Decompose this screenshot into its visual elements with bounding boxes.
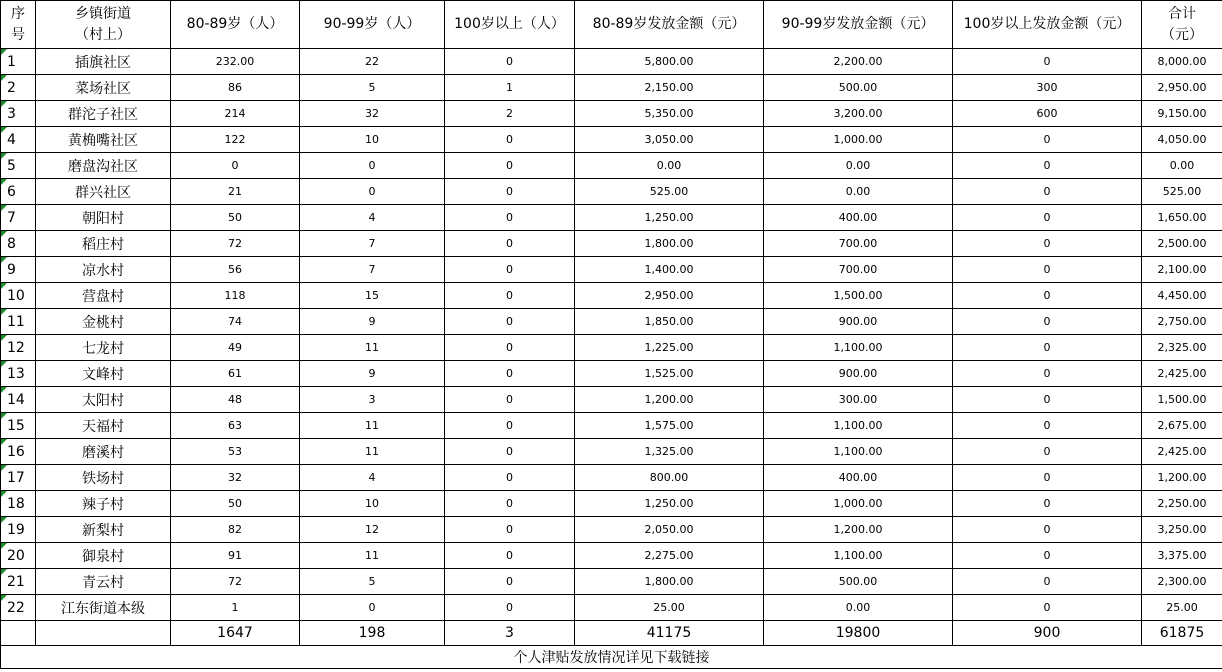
cell-seq: 4 (1, 127, 36, 153)
cell-seq: 11 (1, 309, 36, 335)
cell-amt90: 400.00 (764, 465, 953, 491)
cell-total: 4,450.00 (1142, 283, 1222, 309)
cell-age90: 32 (300, 101, 445, 127)
cell-seq: 13 (1, 361, 36, 387)
cell-age80: 214 (171, 101, 300, 127)
table-row (1, 569, 1222, 595)
cell-seq: 19 (1, 517, 36, 543)
cell-age100: 0 (445, 49, 575, 75)
cell-amt90: 1,200.00 (764, 517, 953, 543)
cell-amt100: 0 (953, 127, 1142, 153)
cell-age80: 63 (171, 413, 300, 439)
cell-amt100: 0 (953, 465, 1142, 491)
cell-amt100: 300 (953, 75, 1142, 101)
cell-town: 菜场社区 (36, 75, 171, 101)
table-row (1, 49, 1222, 75)
cell-amt80: 1,200.00 (575, 387, 764, 413)
cell-town: 铁场村 (36, 465, 171, 491)
cell-age90: 9 (300, 309, 445, 335)
cell-age100: 0 (445, 153, 575, 179)
cell-amt100: 0 (953, 569, 1142, 595)
cell-amt90: 2,200.00 (764, 49, 953, 75)
cell-town: 磨溪村 (36, 439, 171, 465)
cell-total: 0.00 (1142, 153, 1222, 179)
cell-age90: 5 (300, 569, 445, 595)
totals-age90: 198 (300, 621, 445, 646)
table-row (1, 257, 1222, 283)
cell-amt80: 1,575.00 (575, 413, 764, 439)
cell-age100: 0 (445, 179, 575, 205)
cell-town: 江东街道本级 (36, 595, 171, 621)
totals-amt80: 41175 (575, 621, 764, 646)
cell-age90: 11 (300, 335, 445, 361)
cell-amt100: 0 (953, 361, 1142, 387)
cell-age90: 0 (300, 153, 445, 179)
cell-amt100: 0 (953, 413, 1142, 439)
table-row (1, 75, 1222, 101)
table-row (1, 283, 1222, 309)
cell-amt90: 900.00 (764, 309, 953, 335)
table-row (1, 491, 1222, 517)
cell-amt90: 1,100.00 (764, 335, 953, 361)
header-amt80: 80-89岁发放金额（元） (575, 1, 764, 49)
cell-age100: 0 (445, 335, 575, 361)
cell-town: 文峰村 (36, 361, 171, 387)
cell-seq: 6 (1, 179, 36, 205)
cell-age90: 0 (300, 179, 445, 205)
header-seq-line2: 号 (11, 26, 25, 43)
cell-total: 3,250.00 (1142, 517, 1222, 543)
cell-amt80: 1,225.00 (575, 335, 764, 361)
cell-seq: 2 (1, 75, 36, 101)
cell-age80: 21 (171, 179, 300, 205)
cell-amt80: 1,250.00 (575, 205, 764, 231)
cell-amt90: 300.00 (764, 387, 953, 413)
cell-total: 9,150.00 (1142, 101, 1222, 127)
cell-amt90: 700.00 (764, 257, 953, 283)
cell-amt100: 0 (953, 335, 1142, 361)
cell-age100: 0 (445, 283, 575, 309)
cell-seq: 18 (1, 491, 36, 517)
cell-seq: 17 (1, 465, 36, 491)
cell-town: 凉水村 (36, 257, 171, 283)
cell-amt100: 0 (953, 283, 1142, 309)
cell-total: 2,100.00 (1142, 257, 1222, 283)
cell-age100: 0 (445, 569, 575, 595)
cell-seq: 1 (1, 49, 36, 75)
cell-age80: 74 (171, 309, 300, 335)
cell-amt80: 1,800.00 (575, 569, 764, 595)
cell-amt80: 525.00 (575, 179, 764, 205)
cell-amt80: 5,350.00 (575, 101, 764, 127)
table-row (1, 335, 1222, 361)
cell-town: 磨盘沟社区 (36, 153, 171, 179)
header-total (1142, 1, 1222, 49)
cell-total: 2,675.00 (1142, 413, 1222, 439)
totals-amt90: 19800 (764, 621, 953, 646)
cell-amt100: 0 (953, 595, 1142, 621)
cell-amt100: 0 (953, 205, 1142, 231)
header-total-line1: 合计 (1168, 5, 1196, 22)
table-row (1, 595, 1222, 621)
cell-age100: 0 (445, 491, 575, 517)
cell-amt80: 2,950.00 (575, 283, 764, 309)
table-row (1, 387, 1222, 413)
cell-town: 群沱子社区 (36, 101, 171, 127)
cell-age80: 82 (171, 517, 300, 543)
cell-amt90: 0.00 (764, 179, 953, 205)
cell-age90: 9 (300, 361, 445, 387)
cell-age90: 4 (300, 465, 445, 491)
cell-age90: 7 (300, 231, 445, 257)
header-age80: 80-89岁（人） (171, 1, 300, 49)
cell-amt100: 0 (953, 543, 1142, 569)
cell-amt90: 500.00 (764, 75, 953, 101)
cell-amt100: 0 (953, 179, 1142, 205)
cell-amt90: 1,100.00 (764, 413, 953, 439)
cell-age90: 11 (300, 543, 445, 569)
cell-total: 1,200.00 (1142, 465, 1222, 491)
cell-total: 2,325.00 (1142, 335, 1222, 361)
cell-seq: 7 (1, 205, 36, 231)
cell-seq: 14 (1, 387, 36, 413)
cell-amt80: 2,050.00 (575, 517, 764, 543)
cell-age100: 0 (445, 387, 575, 413)
cell-age90: 12 (300, 517, 445, 543)
header-amt100: 100岁以上发放金额（元） (953, 1, 1142, 49)
cell-age90: 10 (300, 127, 445, 153)
cell-age90: 11 (300, 413, 445, 439)
cell-total: 2,250.00 (1142, 491, 1222, 517)
cell-age80: 118 (171, 283, 300, 309)
cell-amt80: 2,150.00 (575, 75, 764, 101)
cell-age100: 0 (445, 517, 575, 543)
cell-age100: 0 (445, 231, 575, 257)
cell-age100: 2 (445, 101, 575, 127)
totals-town (36, 621, 171, 646)
cell-amt90: 500.00 (764, 569, 953, 595)
cell-age80: 50 (171, 491, 300, 517)
cell-seq: 9 (1, 257, 36, 283)
table-row (1, 231, 1222, 257)
cell-age100: 0 (445, 257, 575, 283)
cell-town: 金桃村 (36, 309, 171, 335)
table-row (1, 205, 1222, 231)
cell-age100: 0 (445, 595, 575, 621)
cell-town: 御泉村 (36, 543, 171, 569)
cell-total: 4,050.00 (1142, 127, 1222, 153)
totals-age80: 1647 (171, 621, 300, 646)
cell-amt80: 25.00 (575, 595, 764, 621)
table-row (1, 465, 1222, 491)
cell-age80: 53 (171, 439, 300, 465)
cell-town: 稻庄村 (36, 231, 171, 257)
cell-town: 朝阳村 (36, 205, 171, 231)
cell-amt80: 2,275.00 (575, 543, 764, 569)
cell-amt100: 0 (953, 257, 1142, 283)
cell-age100: 0 (445, 361, 575, 387)
cell-town: 辣子村 (36, 491, 171, 517)
cell-amt90: 3,200.00 (764, 101, 953, 127)
cell-age100: 0 (445, 465, 575, 491)
cell-amt90: 700.00 (764, 231, 953, 257)
cell-age80: 49 (171, 335, 300, 361)
cell-age100: 0 (445, 127, 575, 153)
cell-amt100: 0 (953, 231, 1142, 257)
totals-amt100: 900 (953, 621, 1142, 646)
totals-total: 61875 (1142, 621, 1222, 646)
cell-amt100: 0 (953, 439, 1142, 465)
cell-age90: 3 (300, 387, 445, 413)
cell-amt90: 1,500.00 (764, 283, 953, 309)
table-row (1, 413, 1222, 439)
cell-amt100: 0 (953, 491, 1142, 517)
cell-total: 2,425.00 (1142, 439, 1222, 465)
cell-total: 25.00 (1142, 595, 1222, 621)
cell-amt80: 800.00 (575, 465, 764, 491)
cell-age80: 91 (171, 543, 300, 569)
cell-age90: 7 (300, 257, 445, 283)
cell-town: 太阳村 (36, 387, 171, 413)
table-row (1, 439, 1222, 465)
cell-amt80: 1,325.00 (575, 439, 764, 465)
header-town-line2: （村上） (75, 26, 131, 43)
cell-age90: 5 (300, 75, 445, 101)
table-row (1, 309, 1222, 335)
cell-age80: 122 (171, 127, 300, 153)
table-body (1, 49, 1222, 621)
cell-age90: 10 (300, 491, 445, 517)
cell-seq: 20 (1, 543, 36, 569)
cell-town: 新梨村 (36, 517, 171, 543)
cell-amt100: 0 (953, 49, 1142, 75)
cell-amt80: 1,250.00 (575, 491, 764, 517)
cell-amt80: 3,050.00 (575, 127, 764, 153)
download-link-note: 个人津贴发放情况详见下载链接 (1, 646, 1222, 669)
cell-age100: 0 (445, 543, 575, 569)
cell-age90: 4 (300, 205, 445, 231)
cell-total: 2,950.00 (1142, 75, 1222, 101)
cell-seq: 8 (1, 231, 36, 257)
table-row (1, 153, 1222, 179)
cell-amt80: 1,800.00 (575, 231, 764, 257)
cell-age80: 48 (171, 387, 300, 413)
cell-age100: 0 (445, 439, 575, 465)
cell-amt90: 1,100.00 (764, 439, 953, 465)
table-row (1, 101, 1222, 127)
cell-total: 1,500.00 (1142, 387, 1222, 413)
cell-age80: 56 (171, 257, 300, 283)
header-age90: 90-99岁（人） (300, 1, 445, 49)
header-total-line2: （元） (1161, 26, 1203, 43)
cell-age80: 232.00 (171, 49, 300, 75)
cell-total: 2,300.00 (1142, 569, 1222, 595)
cell-age80: 0 (171, 153, 300, 179)
cell-amt80: 1,850.00 (575, 309, 764, 335)
cell-amt90: 400.00 (764, 205, 953, 231)
footer-row (1, 646, 1222, 669)
cell-age80: 72 (171, 231, 300, 257)
cell-age90: 22 (300, 49, 445, 75)
header-age100: 100岁以上（人） (445, 1, 575, 49)
cell-town: 群兴社区 (36, 179, 171, 205)
cell-town: 天福村 (36, 413, 171, 439)
cell-amt80: 0.00 (575, 153, 764, 179)
table-row (1, 179, 1222, 205)
cell-age100: 1 (445, 75, 575, 101)
table-row (1, 361, 1222, 387)
cell-age100: 0 (445, 413, 575, 439)
cell-age90: 11 (300, 439, 445, 465)
cell-age80: 50 (171, 205, 300, 231)
cell-seq: 16 (1, 439, 36, 465)
cell-town: 黄桷嘴社区 (36, 127, 171, 153)
cell-seq: 22 (1, 595, 36, 621)
cell-age100: 0 (445, 309, 575, 335)
cell-amt100: 0 (953, 387, 1142, 413)
cell-amt90: 1,100.00 (764, 543, 953, 569)
cell-age100: 0 (445, 205, 575, 231)
cell-amt80: 1,400.00 (575, 257, 764, 283)
cell-amt90: 900.00 (764, 361, 953, 387)
cell-total: 1,650.00 (1142, 205, 1222, 231)
cell-total: 525.00 (1142, 179, 1222, 205)
totals-seq (1, 621, 36, 646)
cell-seq: 5 (1, 153, 36, 179)
cell-age80: 32 (171, 465, 300, 491)
header-seq-line1: 序 (11, 5, 25, 22)
cell-age80: 86 (171, 75, 300, 101)
cell-town: 青云村 (36, 569, 171, 595)
cell-seq: 15 (1, 413, 36, 439)
cell-amt100: 600 (953, 101, 1142, 127)
cell-age80: 72 (171, 569, 300, 595)
cell-amt80: 1,525.00 (575, 361, 764, 387)
cell-age80: 61 (171, 361, 300, 387)
table-row (1, 517, 1222, 543)
cell-age90: 0 (300, 595, 445, 621)
cell-amt100: 0 (953, 153, 1142, 179)
cell-amt100: 0 (953, 517, 1142, 543)
cell-town: 插旗社区 (36, 49, 171, 75)
cell-seq: 21 (1, 569, 36, 595)
header-row (1, 1, 1222, 49)
cell-seq: 10 (1, 283, 36, 309)
cell-amt90: 1,000.00 (764, 491, 953, 517)
table-row (1, 127, 1222, 153)
cell-total: 2,750.00 (1142, 309, 1222, 335)
cell-total: 2,500.00 (1142, 231, 1222, 257)
cell-age90: 15 (300, 283, 445, 309)
cell-total: 2,425.00 (1142, 361, 1222, 387)
totals-row (1, 621, 1222, 646)
totals-age100: 3 (445, 621, 575, 646)
cell-amt90: 0.00 (764, 153, 953, 179)
header-seq (1, 1, 36, 49)
cell-amt100: 0 (953, 309, 1142, 335)
header-town (36, 1, 171, 49)
cell-town: 七龙村 (36, 335, 171, 361)
cell-seq: 12 (1, 335, 36, 361)
cell-total: 3,375.00 (1142, 543, 1222, 569)
cell-amt80: 5,800.00 (575, 49, 764, 75)
table-row (1, 543, 1222, 569)
header-town-line1: 乡镇街道 (75, 5, 131, 22)
cell-town: 营盘村 (36, 283, 171, 309)
header-amt90: 90-99岁发放金额（元） (764, 1, 953, 49)
cell-seq: 3 (1, 101, 36, 127)
cell-age80: 1 (171, 595, 300, 621)
cell-amt90: 1,000.00 (764, 127, 953, 153)
cell-total: 8,000.00 (1142, 49, 1222, 75)
cell-amt90: 0.00 (764, 595, 953, 621)
